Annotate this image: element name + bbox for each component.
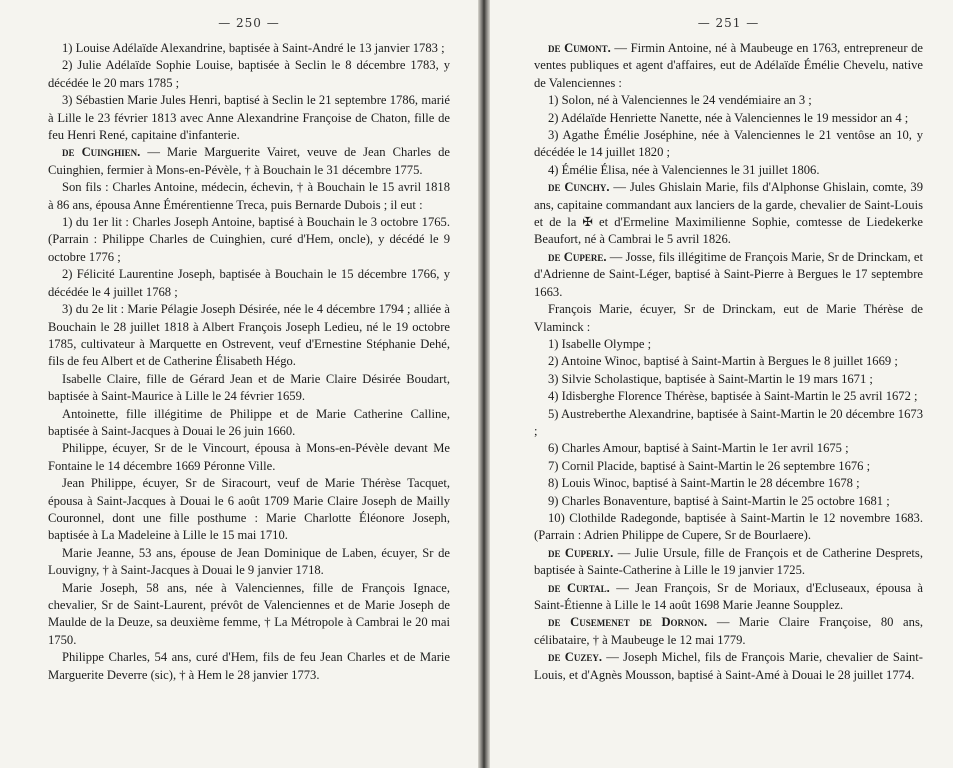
entry-text: Marie Jeanne, 53 ans, épouse de Jean Dominique de Laben, écuyer, Sr de Louvigny, † à Saint-Jacques à Douai le 9 janvier 1718.: [48, 545, 450, 578]
surname-entry: [534, 545, 923, 580]
entry-text: 2) Félicité Laurentine Joseph, baptisée à Bouchain le 15 décembre 1766, y décédée le 4 juillet 1768 ;: [48, 267, 450, 299]
entry-paragraph: [48, 214, 450, 266]
entry-text: 1) Solon, né à Valenciennes le 24 vendémiaire an 3 ;: [548, 93, 812, 108]
entry-text: Isabelle Claire, fille de Gérard Jean et de Marie Claire Désirée Boudart, baptisée à Saint-Maurice à Lille le 24 février 1659.: [48, 371, 450, 404]
entry-text: 1) Louise Adélaïde Alexandrine, baptisée à Saint-André le 13 janvier 1783 ;: [62, 41, 445, 55]
entry-text: 3) Silvie Scholastique, baptisée à Saint-Martin le 19 mars 1671 ;: [548, 371, 873, 386]
entry-text: 6) Charles Amour, baptisé à Saint-Martin le 1er avril 1675 ;: [548, 441, 849, 456]
entry-paragraph: [48, 179, 450, 214]
entry-paragraph: [534, 127, 923, 162]
entry-text: 4) Émélie Élisa, née à Valenciennes le 31 juillet 1806.: [548, 162, 820, 177]
surname-heading: de Cupere.: [548, 249, 607, 264]
entry-paragraph: [48, 40, 450, 57]
entry-paragraph: [534, 162, 923, 179]
entry-list: [48, 40, 450, 684]
surname-entry: [534, 249, 923, 301]
surname-entry: [534, 179, 923, 249]
entry-text: 7) Cornil Placide, baptisé à Saint-Martin le 26 septembre 1676 ;: [548, 458, 871, 473]
surname-entry: [534, 649, 923, 684]
entry-paragraph: [48, 580, 450, 650]
page-number: — 250 —: [218, 16, 280, 30]
entry-paragraph: [534, 301, 923, 336]
entry-paragraph: [534, 493, 923, 510]
entry-text: — Julie Ursule, fille de François et de Catherine Desprets, baptisée à Sainte-Catherine à Lille le 19 janvier 1725.: [534, 545, 923, 578]
surname-heading: de Cusemenet de Dornon.: [548, 615, 708, 630]
entry-text: 5) Austreberthe Alexandrine, baptisée à Saint-Martin le 20 décembre 1673 ;: [534, 406, 923, 438]
entry-text: — Joseph Michel, fils de François Marie, chevalier de Saint-Louis, et d'Agnès Mousson, baptisé à Saint-Amé à Douai le 28 juillet 1774.: [534, 650, 923, 682]
surname-entry: [48, 144, 450, 179]
entry-text: 2) Julie Adélaïde Sophie Louise, baptisée à Seclin le 8 décembre 1783, y décédée le 20 mars 1785 ;: [48, 58, 450, 90]
entry-text: 1) Isabelle Olympe ;: [548, 336, 652, 351]
entry-text: 3) du 2e lit : Marie Pélagie Joseph Désirée, née le 4 décembre 1794 ; alliée à Bouchain le 28 juillet 1818 à Albert François Joseph Ledieu, né le 19 octobre 1785, cultivateur à Marquette en Ostrevent, veuf d'Ernestine Stéphanie Dehé, fils de feu Albert et de Catherine Élisabeth Hégo.: [48, 302, 450, 369]
entry-paragraph: [534, 475, 923, 492]
entry-text: Philippe, écuyer, Sr de le Vincourt, épousa à Mons-en-Pévèle devant Me Fontaine le 14 décembre 1669 Péronne Ville.: [48, 441, 450, 473]
surname-entry: [534, 614, 923, 649]
entry-text: Antoinette, fille illégitime de Philippe et de Marie Catherine Calline, baptisée à Saint-Jacques à Douai le 26 juin 1660.: [48, 406, 450, 438]
surname-entry: [534, 40, 923, 92]
entry-text: 1) du 1er lit : Charles Joseph Antoine, baptisé à Bouchain le 3 octobre 1765. (Parrain : Philippe Charles de Cuinghien, curé d'Hem, oncle), y décédé le 9 octobre 1776 ;: [48, 215, 450, 264]
entry-text: — Jean François, Sr de Moriaux, d'Ecluseaux, épousa à Saint-Étienne à Lille le 14 août 1698 Marie Jeanne Soupplez.: [534, 580, 923, 612]
entry-paragraph: [534, 371, 923, 388]
entry-text: Jean Philippe, écuyer, Sr de Siracourt, veuf de Marie Thérèse Tacquet, épousa à Saint-Jacques à Douai le 6 août 1709 Marie Claire Joseph de Mailly Couronnel, dont une fille posthume : Marie Charlotte Éléonore Joseph, baptisée à La Madeleine à Lille le 15 mai 1710.: [48, 476, 450, 543]
entry-text: — Firmin Antoine, né à Maubeuge en 1763, entrepreneur de ventes publiques et agent d'affaires, eut de Adélaïde Émélie Chevelu, native de Valenciennes :: [534, 41, 923, 90]
entry-paragraph: [534, 388, 923, 405]
entry-paragraph: [48, 545, 450, 580]
entry-text: — Marie Marguerite Vairet, veuve de Jean Charles de Cuinghien, fermier à Mons-en-Pévèle, † à Bouchain le 31 décembre 1775.: [48, 145, 450, 177]
entry-text: — Josse, fils illégitime de François Marie, Sr de Drinckam, et d'Adrienne de Saint-Léger, baptisé à Saint-Pierre à Bergues le 17 septembre 1663.: [534, 249, 923, 299]
entry-text: 3) Agathe Émélie Joséphine, née à Valenciennes le 21 ventôse an 10, y décédée le 14 juillet 1820 ;: [534, 128, 923, 160]
surname-heading: de Cumont.: [548, 41, 611, 55]
entry-paragraph: [534, 110, 923, 127]
entry-paragraph: [534, 440, 923, 457]
entry-paragraph: [48, 649, 450, 684]
entry-text: François Marie, écuyer, Sr de Drinckam, eut de Marie Thérèse de Vlaminck :: [534, 302, 923, 334]
entry-paragraph: [48, 440, 450, 475]
entry-paragraph: [534, 92, 923, 109]
entry-paragraph: [48, 301, 450, 371]
entry-paragraph: [48, 371, 450, 406]
entry-paragraph: [534, 458, 923, 475]
entry-text: 10) Clothilde Radegonde, baptisée à Saint-Martin le 12 novembre 1683. (Parrain : Adrien Philippe de Cupere, Sr de Bourlaere).: [534, 510, 923, 543]
entry-paragraph: [48, 92, 450, 144]
entry-paragraph: [534, 510, 923, 545]
entry-text: 8) Louis Winoc, baptisé à Saint-Martin le 28 décembre 1678 ;: [548, 476, 860, 491]
surname-heading: de Cuzey.: [548, 650, 603, 665]
entry-paragraph: [48, 57, 450, 92]
entry-text: 9) Charles Bonaventure, baptisé à Saint-Martin le 25 octobre 1681 ;: [548, 493, 890, 508]
entry-list: [534, 40, 923, 684]
surname-heading: de Curtal.: [548, 580, 610, 595]
entry-paragraph: [534, 406, 923, 441]
surname-heading: de Cunchy.: [548, 180, 610, 195]
entry-text: Marie Joseph, 58 ans, née à Valenciennes, fille de François Ignace, chevalier, Sr de Saint-Laurent, prévôt de Valenciennes et de Marie Joseph de Maulde de la Deuze, sa deuxième femme, † La Métropole à Cambrai le 20 mai 1750.: [48, 580, 450, 647]
surname-heading: de Cuinghien.: [62, 145, 141, 160]
entry-text: — Marie Claire Françoise, 80 ans, célibataire, † à Maubeuge le 12 mai 1779.: [534, 615, 923, 647]
entry-text: — Jules Ghislain Marie, fils d'Alphonse Ghislain, comte, 39 ans, capitaine commandant aux lanciers de la garde, chevalier de Saint-Louis et de la ✠ et d'Ermeline Maximilienne Sophie, comtesse de Liedekerke Beaufort, né à Cambrai le 5 avril 1826.: [534, 180, 923, 247]
entry-paragraph: [48, 266, 450, 301]
book-gutter: [478, 0, 490, 768]
entry-text: Son fils : Charles Antoine, médecin, échevin, † à Bouchain le 15 avril 1818 à 86 ans, épousa Anne Émérentienne Treca, puis Bernarde Dubois ; il eut :: [48, 180, 450, 212]
entry-paragraph: [534, 336, 923, 353]
page-number: — 251 —: [697, 16, 760, 30]
entry-paragraph: [48, 406, 450, 441]
surname-heading: de Cuperly.: [548, 545, 614, 560]
entry-paragraph: [48, 475, 450, 545]
surname-entry: [534, 580, 923, 615]
right-page: [490, 0, 953, 768]
entry-text: 4) Idisberghe Florence Thérèse, baptisée à Saint-Martin le 25 avril 1672 ;: [548, 389, 918, 404]
entry-paragraph: [534, 353, 923, 370]
entry-text: 3) Sébastien Marie Jules Henri, baptisé à Seclin le 21 septembre 1786, marié à Lille le 23 février 1813 avec Anne Alexandrine Françoise de Chaton, fille de feu Henri René, capitaine d'infanterie.: [48, 93, 450, 143]
entry-text: Philippe Charles, 54 ans, curé d'Hem, fils de feu Jean Charles et de Marie Marguerite Deverre (sic), † à Hem le 28 janvier 1773.: [48, 650, 450, 682]
entry-text: 2) Adélaïde Henriette Nanette, née à Valenciennes le 19 messidor an 4 ;: [548, 110, 909, 125]
entry-text: 2) Antoine Winoc, baptisé à Saint-Martin à Bergues le 8 juillet 1669 ;: [548, 354, 898, 369]
